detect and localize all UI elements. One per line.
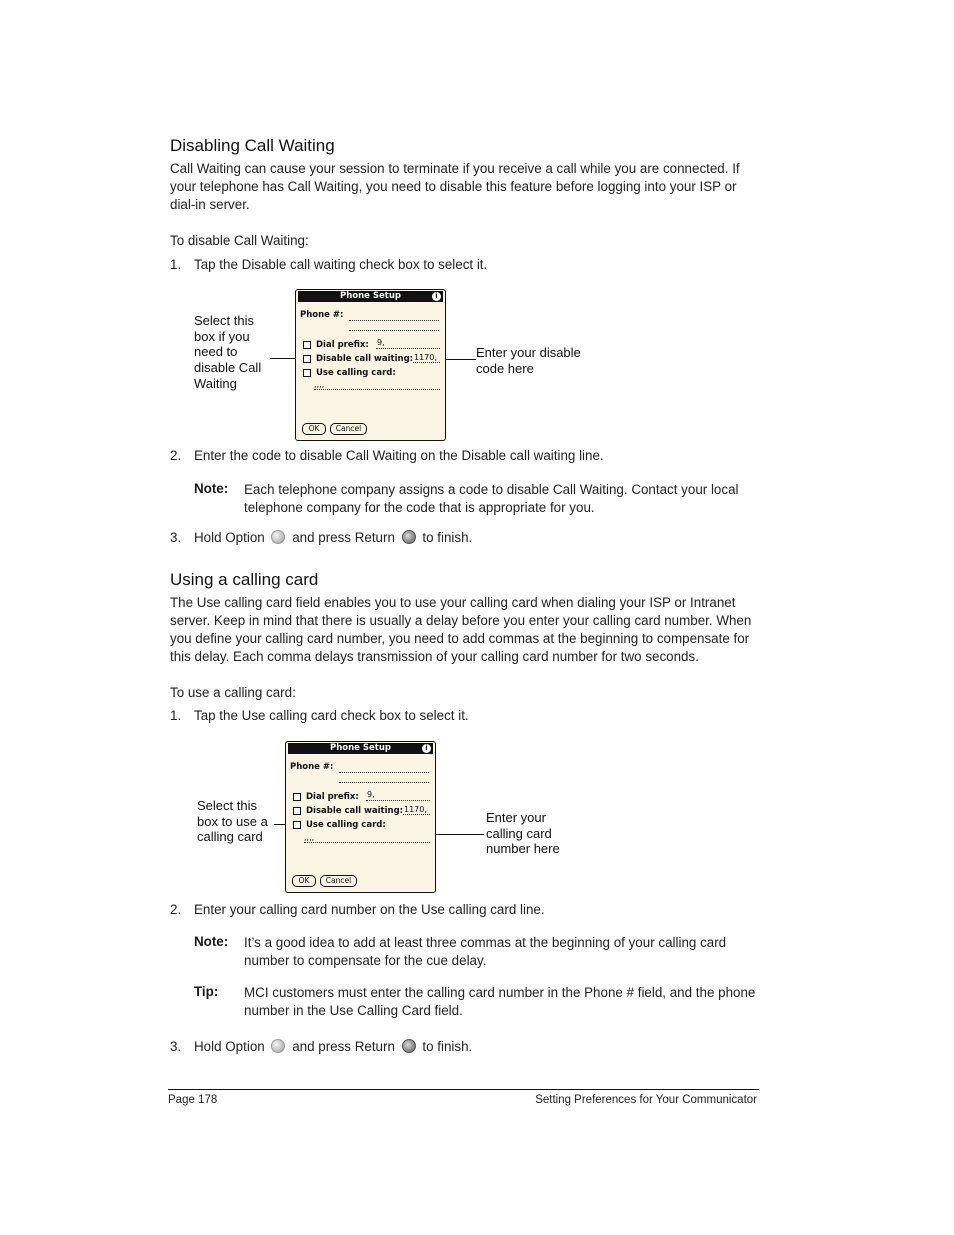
palm-phone-setup-screen xyxy=(295,289,446,441)
note-label: Note: xyxy=(194,934,229,949)
phone-label: Phone #: xyxy=(290,762,334,772)
calling-card-label: Use calling card: xyxy=(306,820,386,830)
info-icon[interactable]: i xyxy=(422,744,431,753)
step-1 xyxy=(170,708,760,723)
step-number: 1. xyxy=(170,257,182,272)
footer-rule xyxy=(168,1089,759,1090)
callout-left: Select this box to use a calling card xyxy=(197,798,268,845)
step-text: Tap the Disable call waiting check box to select it. xyxy=(194,257,488,272)
calling-card-value: ,,,, xyxy=(304,833,315,842)
note-label: Note: xyxy=(194,481,229,496)
section-heading-using-calling-card: Using a calling card xyxy=(170,570,319,589)
step-text-b: and press Return xyxy=(292,530,395,545)
section-heading-disabling-call-waiting: Disabling Call Waiting xyxy=(170,136,335,155)
step-3 xyxy=(170,530,760,545)
calling-card-checkbox[interactable] xyxy=(293,821,301,829)
disable-call-waiting-label: Disable call waiting: xyxy=(306,806,404,816)
dial-prefix-checkbox[interactable] xyxy=(303,341,311,349)
step-text-b: and press Return xyxy=(292,1039,395,1054)
step-2 xyxy=(170,448,760,463)
dial-prefix-field[interactable] xyxy=(366,800,430,801)
return-button-icon xyxy=(402,530,416,544)
option-button-icon xyxy=(271,530,285,544)
return-button-icon xyxy=(402,1039,416,1053)
step-2 xyxy=(170,902,760,917)
disable-call-waiting-checkbox[interactable] xyxy=(303,355,311,363)
palm-title-bar xyxy=(298,291,443,302)
note-text: It’s a good idea to add at least three commas at the beginning of your calling card number to compensate for the cue delay. xyxy=(244,935,727,968)
phone-field-line-1[interactable] xyxy=(349,320,439,321)
dial-prefix-label: Dial prefix: xyxy=(316,340,369,350)
step-text: Enter your calling card number on the Use calling card line. xyxy=(194,902,545,917)
step-text-a: Hold Option xyxy=(194,1039,265,1054)
step-text: Enter the code to disable Call Waiting on the Disable call waiting line. xyxy=(194,448,604,463)
disable-call-waiting-value: 1170, xyxy=(404,805,427,814)
ok-button[interactable]: OK xyxy=(292,875,316,887)
step-text-a: Hold Option xyxy=(194,530,265,545)
info-icon[interactable]: i xyxy=(432,292,441,301)
step-text: Tap the Use calling card check box to select it. xyxy=(194,708,469,723)
dial-prefix-label: Dial prefix: xyxy=(306,792,359,802)
calling-card-value: ,,,, xyxy=(314,380,325,389)
calling-card-checkbox[interactable] xyxy=(303,369,311,377)
palm-title-bar xyxy=(288,743,433,754)
procedure-title: To use a calling card: xyxy=(170,685,296,700)
dial-prefix-value: 9, xyxy=(367,790,375,799)
calling-card-field[interactable] xyxy=(304,842,430,843)
step-text-c: to finish. xyxy=(422,1039,473,1054)
step-number: 2. xyxy=(170,448,182,463)
cancel-button[interactable]: Cancel xyxy=(330,423,367,435)
disable-call-waiting-value: 1170, xyxy=(414,353,437,362)
phone-field-line-1[interactable] xyxy=(339,772,429,773)
section-intro: Call Waiting can cause your session to terminate if you receive a call while you are connected. If your telephone has Call Waiting, you need to disable this feature before logging into your ISP or dial-in server. xyxy=(170,161,740,212)
tip-label: Tip: xyxy=(194,984,219,999)
ok-button[interactable]: OK xyxy=(302,423,326,435)
step-1 xyxy=(170,257,760,272)
calling-card-field[interactable] xyxy=(314,389,440,390)
phone-field-line-2[interactable] xyxy=(339,782,429,783)
palm-phone-setup-screen xyxy=(285,741,436,893)
section-intro: The Use calling card field enables you to use your calling card when dialing your ISP or Intranet server. Keep in mind that there is usually a delay before you enter your calling card number. When you define your calling card number, you need to add commas at the beginning to compensate for this delay. Each comma delays transmission of your calling card number for two seconds. xyxy=(170,595,752,664)
palm-title: Phone Setup xyxy=(340,291,401,301)
step-number: 2. xyxy=(170,902,182,917)
step-3 xyxy=(170,1039,760,1054)
calling-card-label: Use calling card: xyxy=(316,368,396,378)
note-text: Each telephone company assigns a code to disable Call Waiting. Contact your local telephone company for the code that is appropriate for you. xyxy=(244,482,739,515)
dial-prefix-field[interactable] xyxy=(376,348,440,349)
phone-label: Phone #: xyxy=(300,310,344,320)
procedure-title: To disable Call Waiting: xyxy=(170,233,309,248)
disable-call-waiting-label: Disable call waiting: xyxy=(316,354,414,364)
page-number: Page 178 xyxy=(168,1094,218,1106)
dial-prefix-value: 9, xyxy=(377,338,385,347)
disable-call-waiting-field[interactable] xyxy=(403,814,430,815)
option-button-icon xyxy=(271,1039,285,1053)
disable-call-waiting-field[interactable] xyxy=(413,362,440,363)
disable-call-waiting-checkbox[interactable] xyxy=(293,807,301,815)
callout-leader-line xyxy=(443,359,476,360)
step-number: 1. xyxy=(170,708,182,723)
cancel-button[interactable]: Cancel xyxy=(320,875,357,887)
chapter-title: Setting Preferences for Your Communicator xyxy=(535,1094,757,1106)
dial-prefix-checkbox[interactable] xyxy=(293,793,301,801)
phone-field-line-2[interactable] xyxy=(349,330,439,331)
step-number: 3. xyxy=(170,530,182,545)
palm-title: Phone Setup xyxy=(330,743,391,753)
callout-right: Enter your calling card number here xyxy=(486,810,560,857)
step-number: 3. xyxy=(170,1039,182,1054)
tip-text: MCI customers must enter the calling card number in the Phone # field, and the phone number in the Use Calling Card field. xyxy=(244,985,756,1018)
callout-left: Select this box if you need to disable Call Waiting xyxy=(194,313,262,391)
callout-right: Enter your disable code here xyxy=(476,345,581,376)
step-text-c: to finish. xyxy=(422,530,473,545)
